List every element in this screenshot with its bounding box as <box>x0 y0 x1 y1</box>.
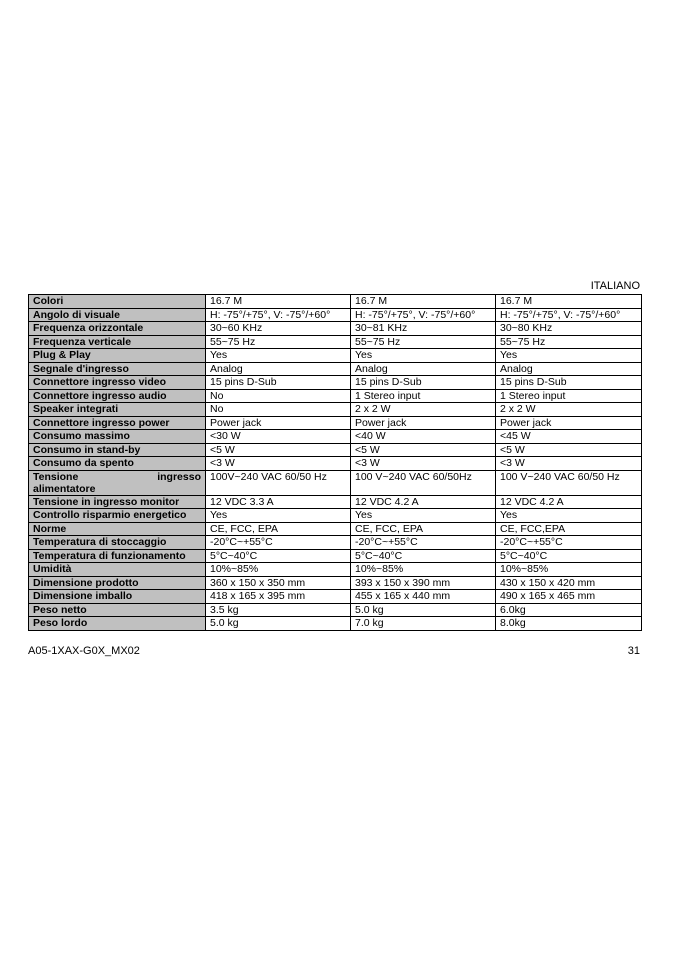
spec-label: Connettore ingresso power <box>29 416 206 430</box>
spec-value: <45 W <box>496 430 642 444</box>
table-row <box>29 443 642 457</box>
table-row <box>29 590 642 604</box>
spec-value: -20°C~+55°C <box>206 536 351 550</box>
spec-value: Yes <box>351 509 496 523</box>
spec-label: Connettore ingresso audio <box>29 389 206 403</box>
spec-value: H: -75°/+75°, V: -75°/+60° <box>206 308 351 322</box>
spec-value: Yes <box>496 349 642 363</box>
spec-value: -20°C~+55°C <box>496 536 642 550</box>
spec-value: 1 Stereo input <box>351 389 496 403</box>
spec-value: 2 x 2 W <box>351 403 496 417</box>
spec-label: Angolo di visuale <box>29 308 206 322</box>
table-row <box>29 563 642 577</box>
spec-value: -20°C~+55°C <box>351 536 496 550</box>
spec-value: 16.7 M <box>206 295 351 309</box>
spec-value: Yes <box>206 349 351 363</box>
spec-value: 455 x 165 x 440 mm <box>351 590 496 604</box>
spec-label: Peso netto <box>29 603 206 617</box>
spec-value: 5°C~40°C <box>351 549 496 563</box>
table-row <box>29 576 642 590</box>
table-row <box>29 376 642 390</box>
spec-value: 5°C~40°C <box>496 549 642 563</box>
table-row <box>29 617 642 631</box>
spec-label: Connettore ingresso video <box>29 376 206 390</box>
spec-value: 30~60 KHz <box>206 322 351 336</box>
spec-label: Segnale d'ingresso <box>29 362 206 376</box>
table-row <box>29 509 642 523</box>
page-number: 31 <box>627 645 640 657</box>
spec-value: Analog <box>206 362 351 376</box>
spec-value: Analog <box>496 362 642 376</box>
spec-value: 8.0kg <box>496 617 642 631</box>
spec-value: Power jack <box>351 416 496 430</box>
spec-value: 55~75 Hz <box>496 335 642 349</box>
spec-label: Tensione in ingresso monitor <box>29 495 206 509</box>
spec-value: 430 x 150 x 420 mm <box>496 576 642 590</box>
spec-value: CE, FCC, EPA <box>351 522 496 536</box>
spec-value: 360 x 150 x 350 mm <box>206 576 351 590</box>
spec-label: Temperatura di stoccaggio <box>29 536 206 550</box>
table-row <box>29 349 642 363</box>
spec-label: Consumo massimo <box>29 430 206 444</box>
specifications-table-body <box>29 295 642 631</box>
spec-value: 16.7 M <box>351 295 496 309</box>
table-row <box>29 536 642 550</box>
spec-label: Consumo da spento <box>29 457 206 471</box>
spec-value: 7.0 kg <box>351 617 496 631</box>
spec-value: No <box>206 389 351 403</box>
table-row <box>29 470 642 495</box>
spec-value: 100 V~240 VAC 60/50Hz <box>351 470 496 495</box>
specifications-table <box>28 294 642 631</box>
spec-value: Yes <box>496 509 642 523</box>
spec-value: <3 W <box>351 457 496 471</box>
table-row <box>29 322 642 336</box>
table-row <box>29 416 642 430</box>
spec-label: Consumo in stand-by <box>29 443 206 457</box>
spec-label: Dimensione imballo <box>29 590 206 604</box>
spec-value: <3 W <box>206 457 351 471</box>
spec-value: CE, FCC, EPA <box>206 522 351 536</box>
spec-value: 490 x 165 x 465 mm <box>496 590 642 604</box>
spec-value: <3 W <box>496 457 642 471</box>
table-row <box>29 403 642 417</box>
spec-value: 30~80 KHz <box>496 322 642 336</box>
table-row <box>29 389 642 403</box>
table-row <box>29 457 642 471</box>
spec-value: 15 pins D-Sub <box>496 376 642 390</box>
spec-value: 418 x 165 x 395 mm <box>206 590 351 604</box>
spec-value: 16.7 M <box>496 295 642 309</box>
spec-value: <40 W <box>351 430 496 444</box>
spec-value: Power jack <box>206 416 351 430</box>
spec-label: Norme <box>29 522 206 536</box>
spec-value: 15 pins D-Sub <box>351 376 496 390</box>
spec-label: Peso lordo <box>29 617 206 631</box>
spec-value: 5.0 kg <box>351 603 496 617</box>
spec-value: 10%~85% <box>206 563 351 577</box>
spec-value: 10%~85% <box>351 563 496 577</box>
table-row <box>29 603 642 617</box>
spec-value: 100 V~240 VAC 60/50 Hz <box>496 470 642 495</box>
spec-value: H: -75°/+75°, V: -75°/+60° <box>496 308 642 322</box>
spec-label: Controllo risparmio energetico <box>29 509 206 523</box>
spec-value: 15 pins D-Sub <box>206 376 351 390</box>
spec-value: <30 W <box>206 430 351 444</box>
spec-value: <5 W <box>351 443 496 457</box>
spec-label-line: Tensione ingresso <box>33 470 201 483</box>
spec-label: Umidità <box>29 563 206 577</box>
spec-label: Frequenza verticale <box>29 335 206 349</box>
table-row <box>29 308 642 322</box>
spec-label: Plug & Play <box>29 349 206 363</box>
spec-value: 12 VDC 3.3 A <box>206 495 351 509</box>
table-row <box>29 495 642 509</box>
spec-value: 10%~85% <box>496 563 642 577</box>
table-row <box>29 335 642 349</box>
spec-label: Frequenza orizzontale <box>29 322 206 336</box>
spec-value: 6.0kg <box>496 603 642 617</box>
spec-value: 12 VDC 4.2 A <box>351 495 496 509</box>
table-row <box>29 295 642 309</box>
spec-value: Yes <box>351 349 496 363</box>
spec-value: Analog <box>351 362 496 376</box>
spec-value: 1 Stereo input <box>496 389 642 403</box>
table-row <box>29 362 642 376</box>
spec-value: No <box>206 403 351 417</box>
spec-value: 55~75 Hz <box>351 335 496 349</box>
spec-label: Temperatura di funzionamento <box>29 549 206 563</box>
spec-value: Yes <box>206 509 351 523</box>
spec-label: Dimensione prodotto <box>29 576 206 590</box>
spec-value: Power jack <box>496 416 642 430</box>
spec-value: 12 VDC 4.2 A <box>496 495 642 509</box>
spec-value: 5.0 kg <box>206 617 351 631</box>
language-label: ITALIANO <box>590 280 640 292</box>
spec-label <box>29 470 206 495</box>
document-code: A05-1XAX-G0X_MX02 <box>28 645 140 657</box>
spec-value: 3.5 kg <box>206 603 351 617</box>
spec-value: 2 x 2 W <box>496 403 642 417</box>
spec-label-line: alimentatore <box>33 482 96 495</box>
spec-value: <5 W <box>206 443 351 457</box>
spec-value: <5 W <box>496 443 642 457</box>
spec-value: H: -75°/+75°, V: -75°/+60° <box>351 308 496 322</box>
spec-value: 100V~240 VAC 60/50 Hz <box>206 470 351 495</box>
spec-value: 5°C~40°C <box>206 549 351 563</box>
spec-value: CE, FCC,EPA <box>496 522 642 536</box>
table-row <box>29 549 642 563</box>
table-row <box>29 430 642 444</box>
table-row <box>29 522 642 536</box>
spec-value: 55~75 Hz <box>206 335 351 349</box>
spec-label: Speaker integrati <box>29 403 206 417</box>
spec-label: Colori <box>29 295 206 309</box>
spec-value: 393 x 150 x 390 mm <box>351 576 496 590</box>
spec-value: 30~81 KHz <box>351 322 496 336</box>
